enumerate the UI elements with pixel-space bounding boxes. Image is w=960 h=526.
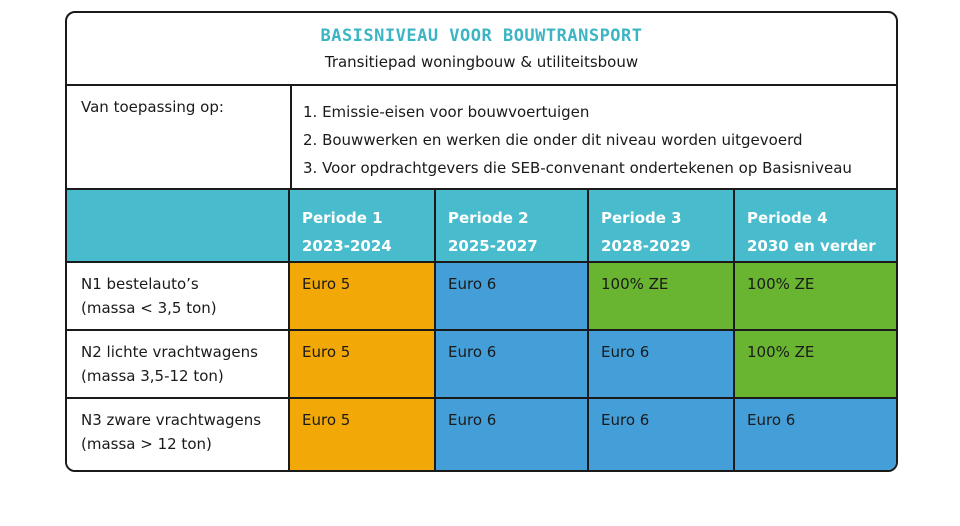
table-corner-cell: [67, 190, 290, 263]
periods-table: [67, 190, 896, 472]
table-cell: 100% ZE: [735, 263, 898, 331]
period-name: Periode 3: [601, 209, 682, 227]
table-cell: 100% ZE: [735, 331, 898, 399]
application-section: [67, 86, 896, 190]
table-cell: Euro 6: [436, 399, 589, 472]
period-years: 2023-2024: [302, 237, 392, 255]
table-cell: Euro 6: [735, 399, 898, 472]
period-name: Periode 1: [302, 209, 383, 227]
table-cell: Euro 6: [589, 331, 735, 399]
application-list: [303, 98, 852, 182]
emission-requirements-card: [65, 11, 898, 472]
table-cell: Euro 6: [589, 399, 735, 472]
card-header: [67, 13, 896, 86]
table-cell: Euro 6: [436, 263, 589, 331]
table-cell: Euro 5: [290, 331, 436, 399]
table-cell: Euro 5: [290, 263, 436, 331]
list-item: 1. Emissie-eisen voor bouwvoertuigen: [303, 103, 590, 121]
table-cell: 100% ZE: [589, 263, 735, 331]
vehicle-class-name: N2 lichte vrachtwagens: [81, 343, 258, 361]
period-years: 2030 en verder: [747, 237, 876, 255]
vehicle-class-label: [67, 331, 290, 399]
vehicle-class-name: N3 zware vrachtwagens: [81, 411, 262, 429]
table-cell: Euro 5: [290, 399, 436, 472]
period-header: [735, 190, 898, 263]
divider: [290, 86, 292, 188]
page-subtitle: Transitiepad woningbouw & utiliteitsbouw: [324, 53, 639, 71]
period-years: 2028-2029: [601, 237, 691, 255]
vehicle-class-label: [67, 399, 290, 472]
vehicle-class-mass: (massa < 3,5 ton): [81, 299, 217, 317]
period-header: [290, 190, 436, 263]
list-item: 2. Bouwwerken en werken die onder dit niveau worden uitgevoerd: [303, 131, 803, 149]
list-item: 3. Voor opdrachtgevers die SEB-convenant ondertekenen op Basisniveau: [303, 159, 852, 177]
vehicle-class-name: N1 bestelauto’s: [81, 275, 199, 293]
application-label: Van toepassing op:: [81, 98, 224, 116]
period-header: [436, 190, 589, 263]
period-name: Periode 4: [747, 209, 828, 227]
table-cell: Euro 6: [436, 331, 589, 399]
vehicle-class-label: [67, 263, 290, 331]
vehicle-class-mass: (massa > 12 ton): [81, 435, 212, 453]
vehicle-class-mass: (massa 3,5-12 ton): [81, 367, 224, 385]
period-years: 2025-2027: [448, 237, 538, 255]
period-header: [589, 190, 735, 263]
period-name: Periode 2: [448, 209, 529, 227]
page-title: BASISNIVEAU VOOR BOUWTRANSPORT: [320, 26, 643, 46]
